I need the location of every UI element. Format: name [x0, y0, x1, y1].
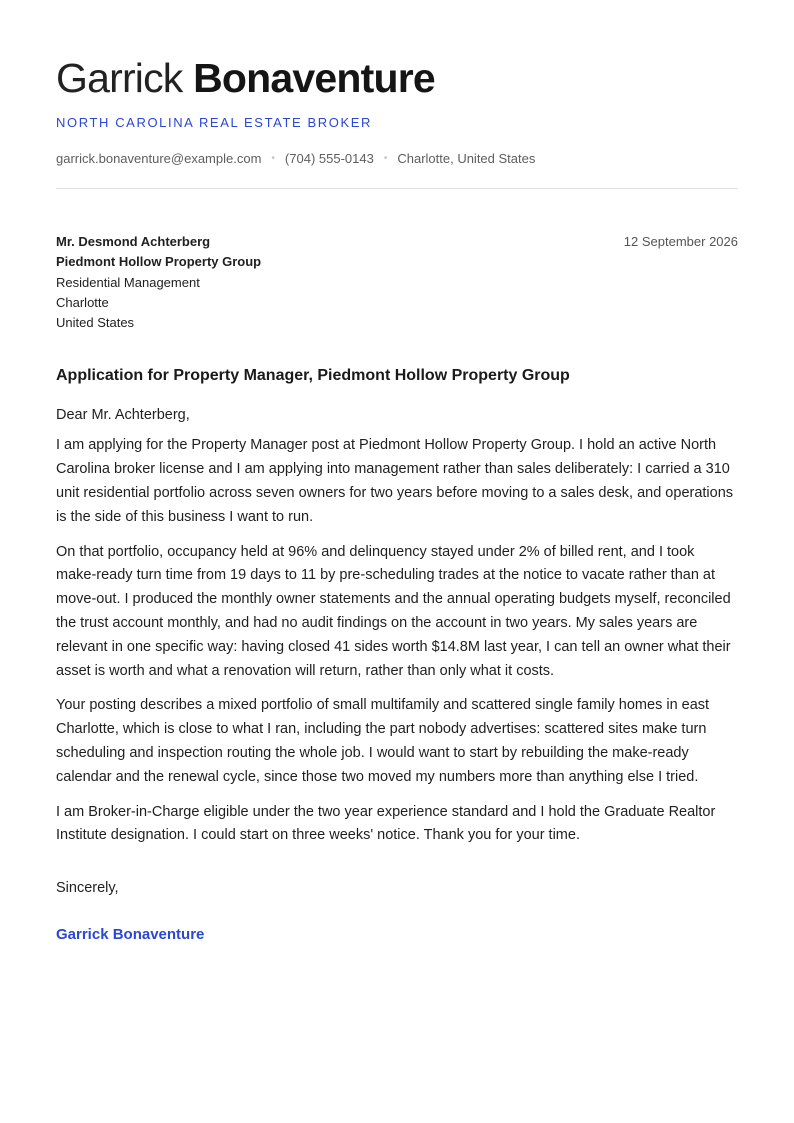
body-paragraph: I am Broker-in-Charge eligible under the two year experience standard and I hold the Graduate Realtor Institute designation. I could start on three weeks' notice. Thank you for your time.	[56, 803, 716, 844]
header-divider	[56, 188, 738, 189]
contact-email: garrick.bonaventure@example.com	[56, 151, 262, 166]
letter-body	[56, 434, 738, 848]
letter-subject: Application for Property Manager, Piedmont Hollow Property Group	[56, 367, 570, 385]
recipient-department: Residential Management	[56, 274, 200, 290]
letter-date: 12 September 2026	[623, 234, 738, 249]
recipient-city: Charlotte	[56, 294, 109, 310]
body-paragraph: Your posting describes a mixed portfolio of small multifamily and scattered single family homes in east Charlotte, which is close to what I ran, including the part nobody advertises: scattered sites make turn scheduling and inspection routing the whole job. I would want to start by rebuilding the make-ready calendar and the renewal cycle, since those two moved my numbers more than anything else I tried.	[56, 697, 710, 785]
letter-closing: Sincerely,	[56, 880, 119, 897]
letter-salutation: Dear Mr. Achterberg,	[56, 407, 190, 424]
address-block	[56, 232, 738, 333]
applicant-first-name: Garrick	[56, 55, 183, 101]
applicant-title: NORTH CAROLINA REAL ESTATE BROKER	[56, 115, 372, 130]
recipient-country: United States	[56, 315, 135, 331]
contact-line	[56, 151, 738, 166]
body-paragraph: I am applying for the Property Manager post at Piedmont Hollow Property Group. I hold an active North Carolina broker license and I am applying into management rather than sales deliberately: I carried a 310 unit residential portfolio across seven owners for two years before moving to a sales desk, and operations is the side of this business I want to run.	[56, 437, 734, 525]
recipient-address	[56, 232, 261, 333]
recipient-company: Piedmont Hollow Property Group	[56, 254, 262, 270]
body-paragraph: On that portfolio, occupancy held at 96% and delinquency stayed under 2% of billed rent, and I took make-ready turn time from 19 days to 11 by pre-scheduling trades at the notice to vacate rather than at move-out. I produced the monthly owner statements and the annual operating budgets myself, reconciled the trust account monthly, and had no audit findings on the account in two years. My sales years are relevant in one specific way: having closed 41 sides worth $14.8M last year, I can tell an owner what their asset is worth and what a renovation will return, rather than only what it costs.	[56, 543, 731, 679]
recipient-name: Mr. Desmond Achterberg	[56, 234, 211, 249]
applicant-name	[56, 54, 738, 102]
contact-location: Charlotte, United States	[397, 151, 536, 166]
letter-signature: Garrick Bonaventure	[56, 926, 205, 944]
contact-phone: (704) 555-0143	[284, 151, 374, 166]
applicant-last-name: Bonaventure	[193, 55, 435, 101]
contact-separator: •	[271, 153, 275, 164]
contact-separator: •	[383, 153, 388, 164]
